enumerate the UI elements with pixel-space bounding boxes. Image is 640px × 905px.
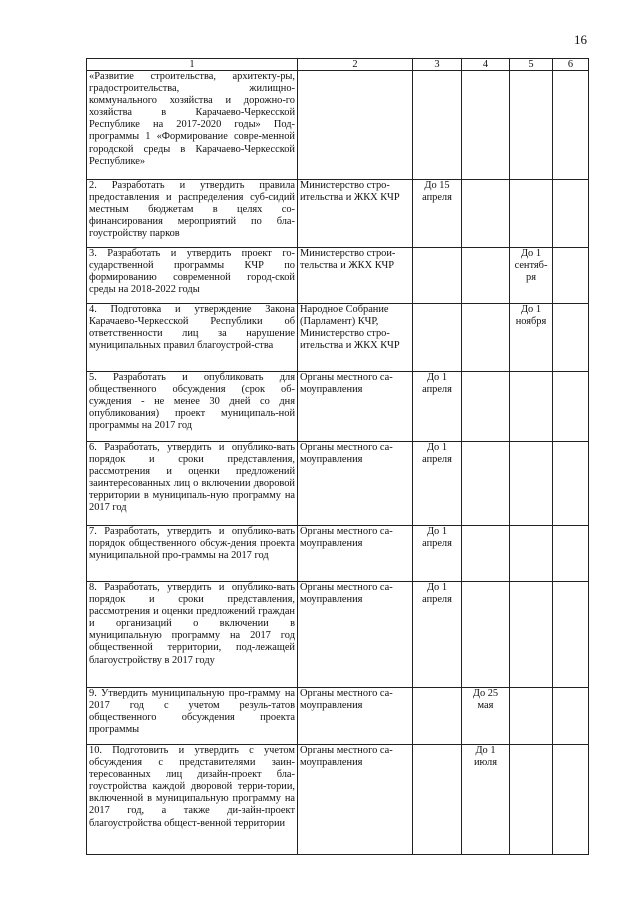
- task-description: 5. Разработать и опубликовать для общественного обсуждения (срок об-суждения - не менее 30 дней со дня опубликования) проект муниципаль-ной программы на 2017 год: [87, 372, 298, 442]
- deadline-col5: [510, 180, 553, 248]
- deadline-col6: [553, 688, 589, 745]
- deadline-col3: [413, 745, 462, 855]
- deadline-col4: [462, 248, 510, 304]
- deadline-col6: [553, 526, 589, 582]
- deadline-col6: [553, 304, 589, 372]
- deadline-col5: [510, 372, 553, 442]
- executor-cell: [298, 71, 413, 180]
- table-row: [87, 688, 589, 745]
- deadline-col4: До 25 мая: [462, 688, 510, 745]
- executor-cell: Министерство строи-тельства и ЖКХ КЧР: [298, 248, 413, 304]
- deadline-col6: [553, 71, 589, 180]
- deadline-col5: [510, 442, 553, 526]
- deadline-col3: [413, 71, 462, 180]
- deadline-col5: [510, 71, 553, 180]
- deadline-col5: [510, 688, 553, 745]
- deadline-col3: [413, 304, 462, 372]
- task-description: 9. Утвердить муниципальную про-грамму на 2017 год с учетом резуль-татов общественного обсуждения проекта программы: [87, 688, 298, 745]
- deadline-col4: До 1 июля: [462, 745, 510, 855]
- deadline-col6: [553, 745, 589, 855]
- deadline-col4: [462, 304, 510, 372]
- deadline-col3: [413, 248, 462, 304]
- deadline-col3: До 1 апреля: [413, 582, 462, 688]
- table-row: [87, 248, 589, 304]
- task-description: «Развитие строительства, архитекту-ры, градостроительства, жилищно-коммунального хозяйства и дорожно-го хозяйства в Карачаево-Черкесской Республике на 2017-2020 годы» Под-программы 1 «Формирование совре-менной городской среды в Карачаево-Черкесской Республике»: [87, 71, 298, 180]
- column-header: 3: [413, 59, 462, 71]
- executor-cell: Органы местного са-моуправления: [298, 372, 413, 442]
- deadline-col4: [462, 71, 510, 180]
- table-row: [87, 71, 589, 180]
- page-number: 16: [574, 32, 587, 47]
- executor-cell: Органы местного са-моуправления: [298, 582, 413, 688]
- executor-cell: Органы местного са-моуправления: [298, 526, 413, 582]
- deadline-col3: До 15 апреля: [413, 180, 462, 248]
- task-description: 8. Разработать, утвердить и опублико-вать порядок и сроки представления, рассмотрения и оценки предложений граждан и организаций о включении в муниципальную программу на 2017 год общественной территории, под-лежащей благоустройству в 2017 году: [87, 582, 298, 688]
- deadline-col3: До 1 апреля: [413, 372, 462, 442]
- deadline-col4: [462, 442, 510, 526]
- table-row: [87, 304, 589, 372]
- executor-cell: Органы местного са-моуправления: [298, 442, 413, 526]
- executor-cell: Органы местного са-моуправления: [298, 745, 413, 855]
- deadline-col3: До 1 апреля: [413, 442, 462, 526]
- task-description: 3. Разработать и утвердить проект го-сударственной программы КЧР по формированию современной город-ской среды на 2018-2022 годы: [87, 248, 298, 304]
- deadline-col6: [553, 442, 589, 526]
- activity-plan-table: [86, 58, 589, 855]
- executor-cell: Министерство стро-ительства и ЖКХ КЧР: [298, 180, 413, 248]
- header-row: [87, 59, 589, 71]
- deadline-col5: До 1 сентяб-ря: [510, 248, 553, 304]
- deadline-col5: До 1 ноября: [510, 304, 553, 372]
- executor-cell: Народное Собрание (Парламент) КЧР, Министерство стро-ительства и ЖКХ КЧР: [298, 304, 413, 372]
- column-header: 1: [87, 59, 298, 71]
- table-row: [87, 526, 589, 582]
- deadline-col6: [553, 582, 589, 688]
- deadline-col3: До 1 апреля: [413, 526, 462, 582]
- column-header: 4: [462, 59, 510, 71]
- deadline-col6: [553, 248, 589, 304]
- column-header: 5: [510, 59, 553, 71]
- task-description: 4. Подготовка и утверждение Закона Карачаево-Черкесской Республики об ответственности лиц за нарушение муниципальных правил благоустрой-ства: [87, 304, 298, 372]
- deadline-col4: [462, 526, 510, 582]
- table-row: [87, 442, 589, 526]
- deadline-col4: [462, 582, 510, 688]
- column-header: 2: [298, 59, 413, 71]
- deadline-col5: [510, 582, 553, 688]
- deadline-col6: [553, 180, 589, 248]
- deadline-col5: [510, 745, 553, 855]
- deadline-col4: [462, 180, 510, 248]
- executor-cell: Органы местного са-моуправления: [298, 688, 413, 745]
- column-header: 6: [553, 59, 589, 71]
- task-description: 10. Подготовить и утвердить с учетом обсуждения с представителями заин-тересованных лиц дизайн-проект бла-гоустройства каждой дворовой терри-тории, включенной в муниципальную программу на 2017 год, а также ди-зайн-проект благоустройства общест-венной территории: [87, 745, 298, 855]
- table-row: [87, 372, 589, 442]
- table-row: [87, 745, 589, 855]
- table-row: [87, 582, 589, 688]
- task-description: 6. Разработать, утвердить и опублико-вать порядок и сроки представления, рассмотрения и оценки предложений заинтересованных лиц о включении дворовой территории в муниципаль-ную программу на 2017 год: [87, 442, 298, 526]
- deadline-col5: [510, 526, 553, 582]
- deadline-col4: [462, 372, 510, 442]
- deadline-col6: [553, 372, 589, 442]
- task-description: 7. Разработать, утвердить и опублико-вать порядок общественного обсуж-дения проекта муниципальной про-граммы на 2017 год: [87, 526, 298, 582]
- table-row: [87, 180, 589, 248]
- deadline-col3: [413, 688, 462, 745]
- task-description: 2. Разработать и утвердить правила предоставления и распределения суб-сидий местным бюджетам в целях со-финансирования мероприятий по бла-гоустройству парков: [87, 180, 298, 248]
